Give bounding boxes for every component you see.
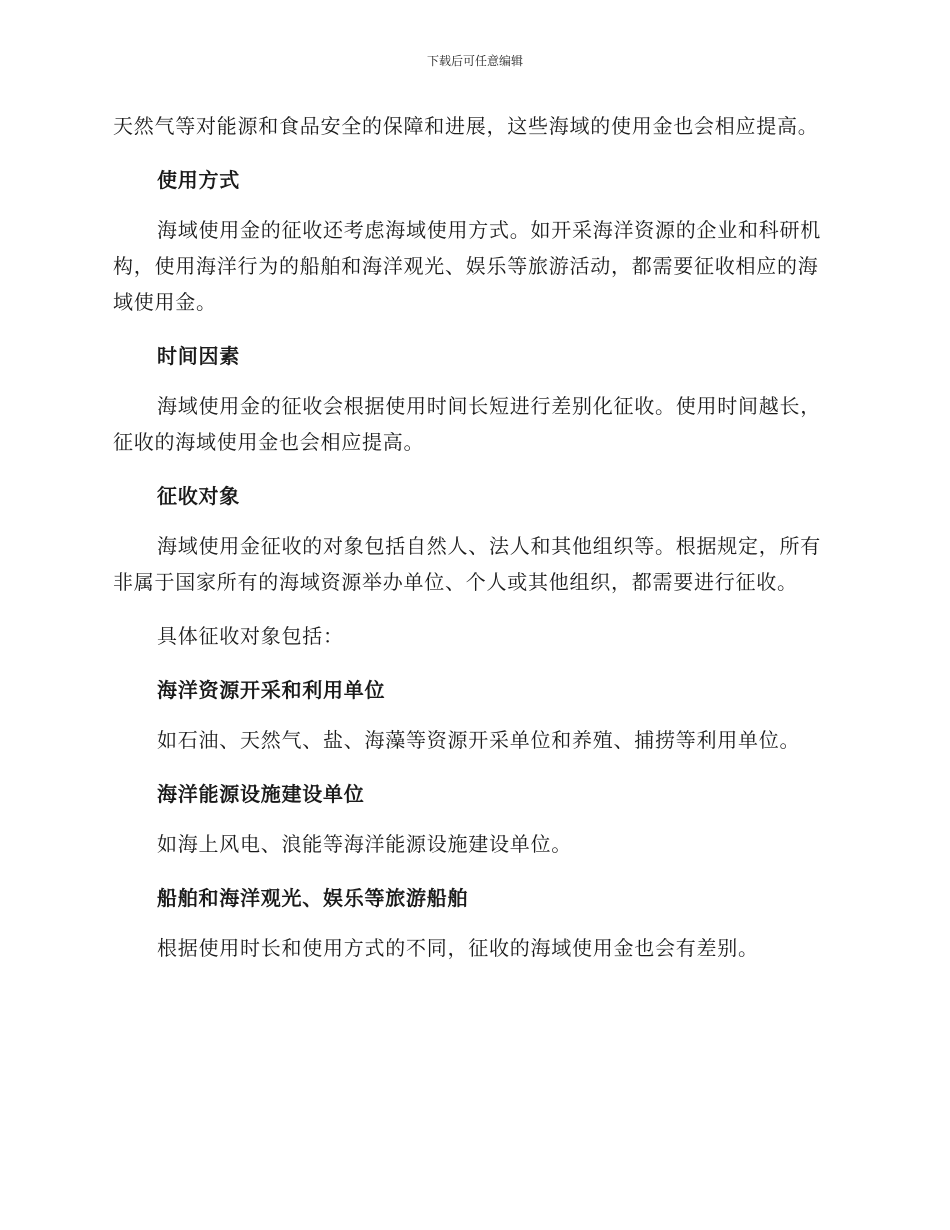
paragraph-specific-targets: 具体征收对象包括： — [157, 624, 344, 648]
paragraph-collection-target: 海域使用金征收的对象包括自然人、法人和其他组织等。根据规定，所有非属于国家所有的海域资源举办单位、个人或其他组织，都需要进行征收。 — [113, 534, 821, 594]
heading-usage-method: 使用方式 — [157, 168, 240, 192]
heading-collection-target: 征收对象 — [157, 484, 240, 508]
paragraph-time-factor: 海域使用金的征收会根据使用时间长短进行差别化征收。使用时间越长，征收的海域使用金也会相应提高。 — [113, 394, 821, 454]
paragraph-usage-method: 海域使用金的征收还考虑海域使用方式。如开采海洋资源的企业和科研机构，使用海洋行为的船舶和海洋观光、娱乐等旅游活动，都需要征收相应的海域使用金。 — [113, 218, 821, 314]
document-body — [113, 108, 829, 966]
heading-time-factor: 时间因素 — [157, 344, 240, 368]
heading-marine-resources: 海洋资源开采和利用单位 — [157, 678, 386, 702]
paragraph-marine-energy: 如海上风电、浪能等海洋能源设施建设单位。 — [157, 832, 572, 856]
paragraph-continuation: 天然气等对能源和食品安全的保障和进展，这些海域的使用金也会相应提高。 — [113, 114, 819, 138]
paragraph-tour-ships: 根据使用时长和使用方式的不同，征收的海域使用金也会有差别。 — [157, 936, 759, 960]
page-header-note: 下载后可任意编辑 — [426, 54, 523, 68]
heading-marine-energy: 海洋能源设施建设单位 — [157, 782, 365, 806]
paragraph-marine-resources: 如石油、天然气、盐、海藻等资源开采单位和养殖、捕捞等利用单位。 — [157, 728, 801, 752]
heading-tour-ships: 船舶和海洋观光、娱乐等旅游船舶 — [157, 886, 469, 910]
